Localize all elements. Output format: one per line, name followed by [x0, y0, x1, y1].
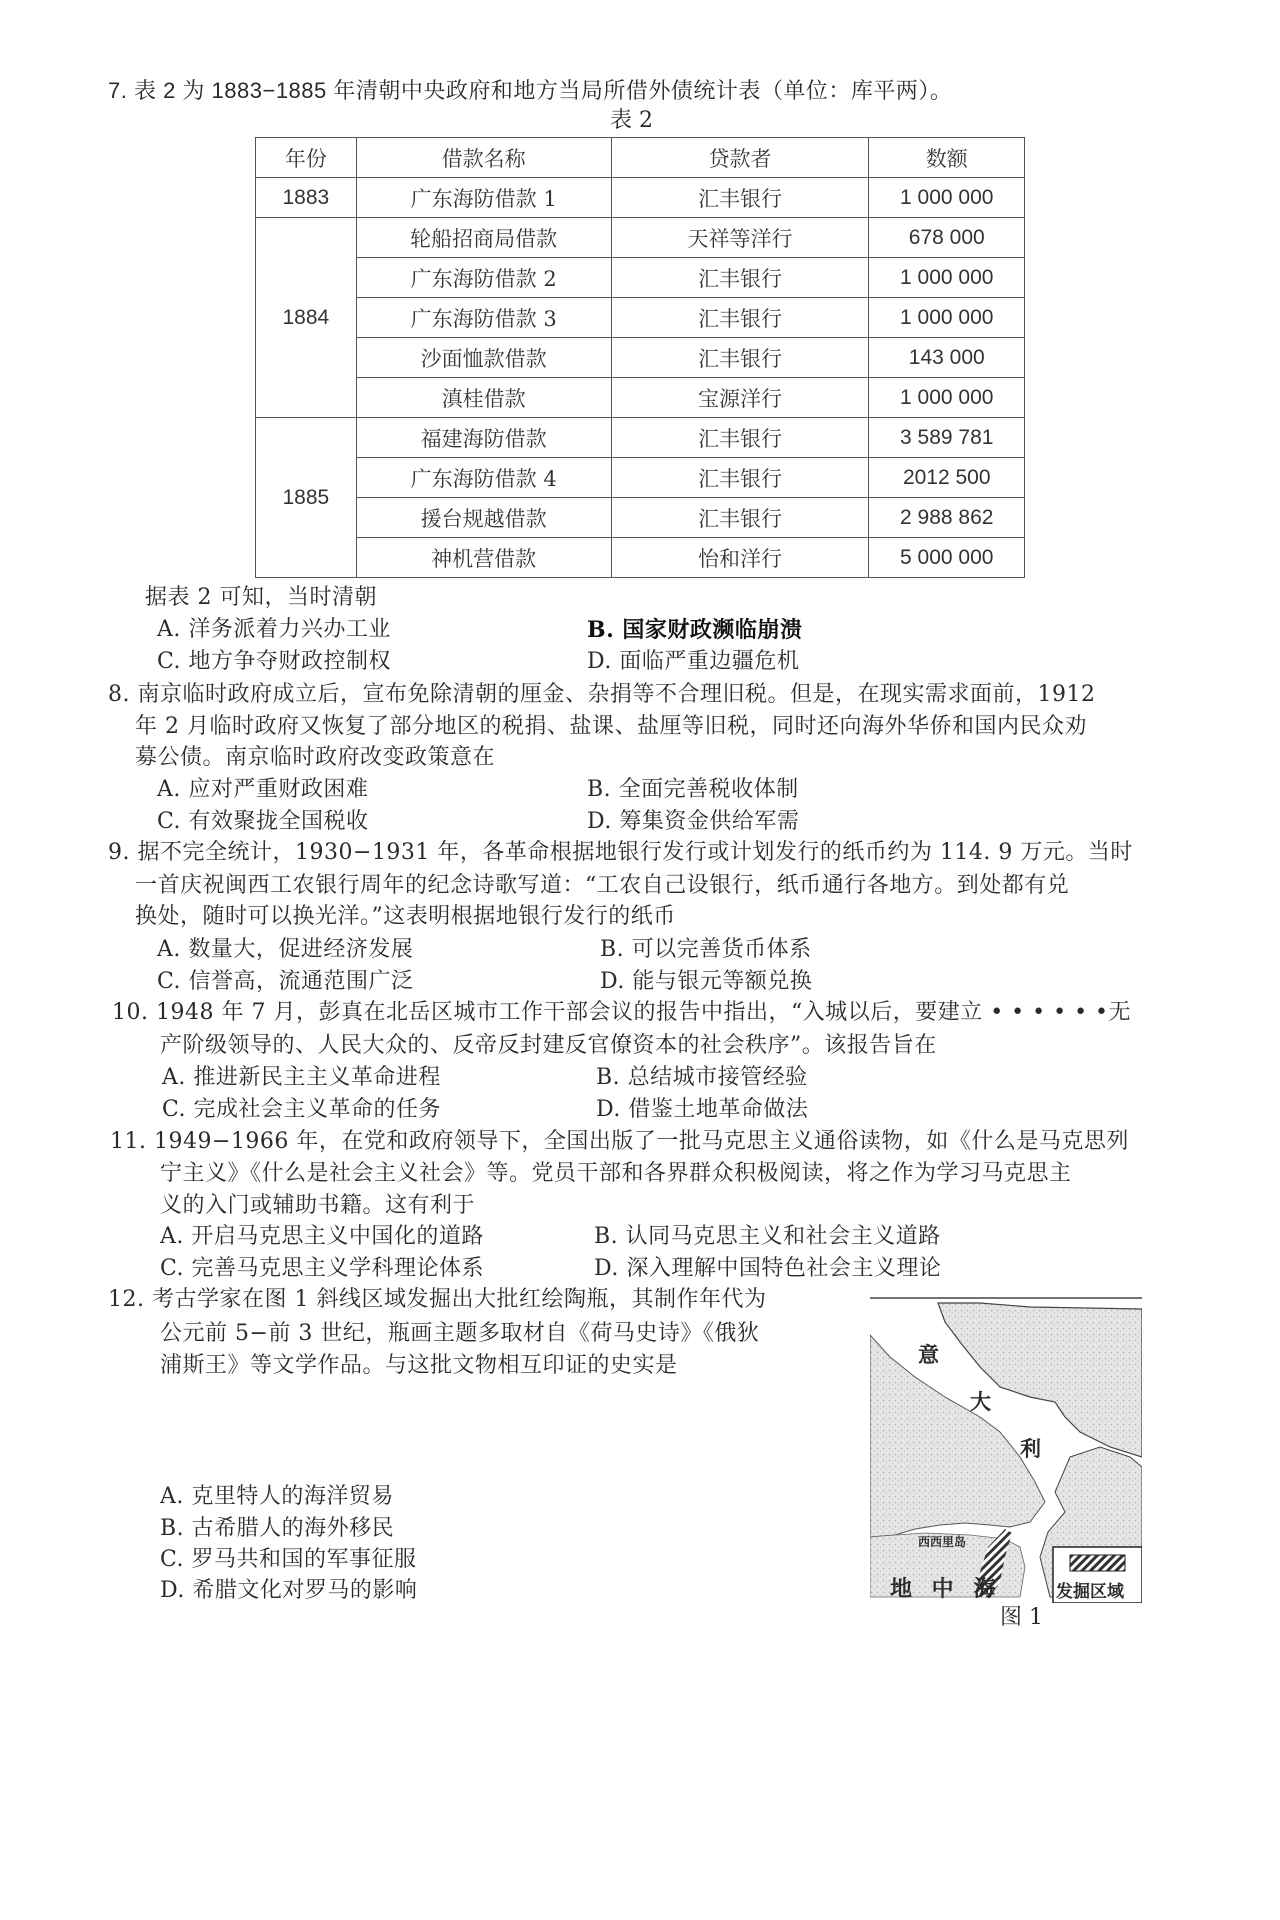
q11-option-b[interactable]: B. 认同马克思主义和社会主义道路	[594, 1224, 941, 1249]
q9-line-1: 9. 据不完全统计，1930−1931 年，各革命根据地银行发行或计划发行的纸币约为 114. 9 万元。当时	[108, 840, 1133, 865]
q8-option-c[interactable]: C. 有效聚拢全国税收	[157, 809, 369, 834]
table-row	[256, 458, 1025, 498]
q12-option-b[interactable]: B. 古希腊人的海外移民	[160, 1516, 395, 1541]
lender-cell: 怡和洋行	[611, 538, 869, 578]
amount-cell: 1 000 000	[869, 298, 1025, 338]
map-label-sicily: 西西里岛	[918, 1535, 967, 1549]
table-row	[256, 218, 1025, 258]
table-row	[256, 298, 1025, 338]
table-row	[256, 498, 1025, 538]
loan-name-cell: 沙面恤款借款	[356, 338, 611, 378]
amount-cell: 2012 500	[869, 458, 1025, 498]
amount-cell: 2 988 862	[869, 498, 1025, 538]
q7-option-d[interactable]: D. 面临严重边疆危机	[587, 649, 800, 674]
map-label-yi: 意	[918, 1343, 939, 1367]
header-loan-name: 借款名称	[356, 138, 611, 178]
q8-line-1: 8. 南京临时政府成立后，宣布免除清朝的厘金、杂捐等不合理旧税。但是，在现实需求面前，1912	[108, 682, 1096, 707]
amount-cell: 143 000	[869, 338, 1025, 378]
loan-name-cell: 福建海防借款	[356, 418, 611, 458]
table-row	[256, 338, 1025, 378]
lender-cell: 宝源洋行	[611, 378, 869, 418]
loan-name-cell: 广东海防借款 4	[356, 458, 611, 498]
header-lender: 贷款者	[611, 138, 869, 178]
q11-option-c[interactable]: C. 完善马克思主义学科理论体系	[160, 1256, 485, 1281]
q7-option-b[interactable]: B. 国家财政濒临崩溃	[587, 617, 803, 643]
q10-option-b[interactable]: B. 总结城市接管经验	[596, 1065, 808, 1090]
amount-cell: 5 000 000	[869, 538, 1025, 578]
q9-option-c[interactable]: C. 信誉高，流通范围广泛	[157, 969, 414, 994]
q11-line-2: 宁主义》《什么是社会主义社会》等。党员干部和各界群众积极阅读，将之作为学习马克思主	[160, 1161, 1072, 1186]
map-legend-label: 发掘区域	[1056, 1582, 1124, 1602]
map-label-da: 大	[970, 1390, 991, 1414]
q10-line-2: 产阶级领导的、人民大众的、反帝反封建反官僚资本的社会秩序”。该报告旨在	[160, 1033, 937, 1058]
lender-cell: 汇丰银行	[611, 178, 869, 218]
q11-line-1: 11. 1949−1966 年，在党和政府领导下，全国出版了一批马克思主义通俗读物，如《什么是马克思列	[110, 1129, 1129, 1154]
q9-option-d[interactable]: D. 能与银元等额兑换	[600, 969, 813, 994]
q9-line-2: 一首庆祝闽西工农银行周年的纪念诗歌写道：“工农自己设银行，纸币通行各地方。到处都有兑	[135, 873, 1070, 898]
amount-cell: 678 000	[869, 218, 1025, 258]
q11-option-d[interactable]: D. 深入理解中国特色社会主义理论	[594, 1256, 942, 1281]
table-row	[256, 538, 1025, 578]
q12-line-2: 公元前 5−前 3 世纪，瓶画主题多取材自《荷马史诗》《俄狄	[160, 1321, 760, 1346]
loan-name-cell: 滇桂借款	[356, 378, 611, 418]
loan-name-cell: 神机营借款	[356, 538, 611, 578]
map-label-li: 利	[1020, 1437, 1041, 1461]
loan-table	[255, 137, 1025, 578]
q7-option-a[interactable]: A. 洋务派着力兴办工业	[157, 617, 391, 642]
amount-cell: 1 000 000	[869, 178, 1025, 218]
loan-name-cell: 广东海防借款 3	[356, 298, 611, 338]
lender-cell: 汇丰银行	[611, 418, 869, 458]
q9-option-a[interactable]: A. 数量大，促进经济发展	[157, 937, 414, 962]
loan-name-cell: 轮船招商局借款	[356, 218, 611, 258]
q8-option-a[interactable]: A. 应对严重财政困难	[157, 777, 369, 802]
amount-cell: 1 000 000	[869, 378, 1025, 418]
figure-caption: 图 1	[1000, 1605, 1043, 1630]
lender-cell: 汇丰银行	[611, 498, 869, 538]
q7-stem: 7. 表 2 为 1883−1885 年清朝中央政府和地方当局所借外债统计表（单位：库平两）。	[108, 78, 953, 103]
lender-cell: 汇丰银行	[611, 298, 869, 338]
table-row	[256, 418, 1025, 458]
table-caption: 表 2	[610, 108, 653, 133]
q8-line-2: 年 2 月临时政府又恢复了部分地区的税捐、盐课、盐厘等旧税，同时还向海外华侨和国内民众劝	[135, 714, 1087, 739]
q12-option-c[interactable]: C. 罗马共和国的军事征服	[160, 1547, 417, 1572]
q10-line-1: 10. 1948 年 7 月，彭真在北岳区城市工作干部会议的报告中指出，“入城以后，要建立 • • • • • •无	[112, 1000, 1132, 1025]
lender-cell: 天祥等洋行	[611, 218, 869, 258]
loan-name-cell: 援台规越借款	[356, 498, 611, 538]
table-row	[256, 258, 1025, 298]
q10-option-c[interactable]: C. 完成社会主义革命的任务	[162, 1097, 442, 1122]
q11-line-3: 义的入门或辅助书籍。这有利于	[160, 1193, 476, 1218]
map-label-mediterranean: 地 中 海	[890, 1577, 1002, 1602]
q9-option-b[interactable]: B. 可以完善货币体系	[600, 937, 812, 962]
italy-map-figure	[870, 1297, 1142, 1603]
q12-option-d[interactable]: D. 希腊文化对罗马的影响	[160, 1578, 418, 1603]
header-year: 年份	[256, 138, 357, 178]
header-amount: 数额	[869, 138, 1025, 178]
amount-cell: 1 000 000	[869, 258, 1025, 298]
table-row	[256, 178, 1025, 218]
amount-cell: 3 589 781	[869, 418, 1025, 458]
q11-option-a[interactable]: A. 开启马克思主义中国化的道路	[160, 1224, 484, 1249]
q10-option-d[interactable]: D. 借鉴土地革命做法	[596, 1097, 809, 1122]
year-cell: 1884	[256, 218, 357, 418]
map-graphic	[870, 1297, 1142, 1603]
q8-line-3: 募公债。南京临时政府改变政策意在	[135, 745, 496, 770]
loan-name-cell: 广东海防借款 2	[356, 258, 611, 298]
lender-cell: 汇丰银行	[611, 258, 869, 298]
lender-cell: 汇丰银行	[611, 338, 869, 378]
year-cell: 1883	[256, 178, 357, 218]
lender-cell: 汇丰银行	[611, 458, 869, 498]
q8-option-b[interactable]: B. 全面完善税收体制	[587, 777, 799, 802]
table-header-row	[256, 138, 1025, 178]
loan-name-cell: 广东海防借款 1	[356, 178, 611, 218]
legend-hatch-swatch	[1070, 1555, 1125, 1571]
year-cell: 1885	[256, 418, 357, 578]
q12-line-3: 浦斯王》等文学作品。与这批文物相互印证的史实是	[160, 1353, 678, 1378]
q7-option-c[interactable]: C. 地方争夺财政控制权	[157, 649, 392, 674]
q12-option-a[interactable]: A. 克里特人的海洋贸易	[160, 1484, 394, 1509]
table-row	[256, 378, 1025, 418]
q9-line-3: 换处，随时可以换光洋。”这表明根据地银行发行的纸币	[135, 904, 676, 929]
q8-option-d[interactable]: D. 筹集资金供给军需	[587, 809, 800, 834]
q10-option-a[interactable]: A. 推进新民主主义革命进程	[162, 1065, 441, 1090]
q7-question: 据表 2 可知，当时清朝	[145, 585, 377, 610]
q12-line-1: 12. 考古学家在图 1 斜线区域发掘出大批红绘陶瓶，其制作年代为	[108, 1287, 767, 1312]
